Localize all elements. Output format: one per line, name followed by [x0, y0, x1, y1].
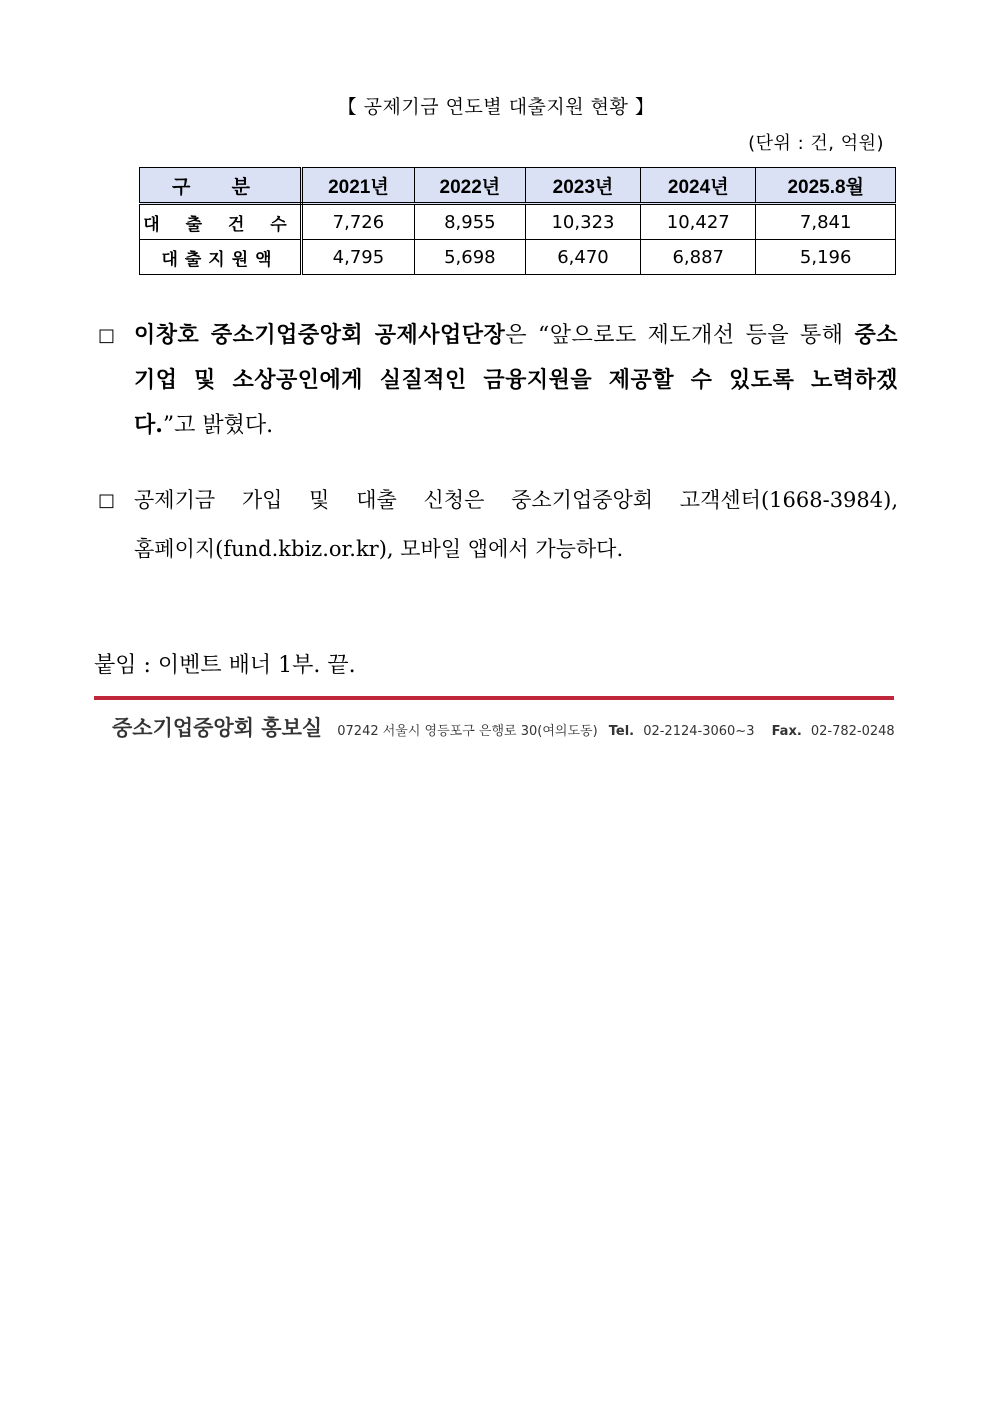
- paragraph-application: [98, 476, 898, 574]
- footer: [112, 712, 895, 742]
- header-category: 구 분: [140, 168, 302, 204]
- footer-fax: 02-782-0248: [810, 724, 895, 739]
- table-cell: 6,887: [641, 240, 756, 275]
- attachment-note: 붙임 : 이벤트 배너 1부. 끝.: [94, 653, 356, 678]
- paragraph-line: [98, 403, 898, 448]
- table-cell: 4,795: [302, 240, 415, 275]
- header-2022: 2022년: [414, 168, 525, 204]
- footer-tel-label: Tel.: [608, 724, 635, 739]
- row-label-loan-count: 대 출 건 수: [140, 204, 302, 240]
- quote-text-bold: 중소: [854, 322, 898, 348]
- quote-text: ”고 밝혔다.: [162, 413, 274, 438]
- table-cell: 7,726: [302, 204, 415, 240]
- header-2023: 2023년: [525, 168, 640, 204]
- table-cell: 7,841: [756, 204, 896, 240]
- table-header-row: [140, 168, 896, 204]
- table-row: [140, 240, 896, 275]
- bullet-box-icon: □: [98, 490, 116, 511]
- row-label-loan-amount: 대출지원액: [140, 240, 302, 275]
- quote-text: 은 “앞으로도 제도개선 등을 통해: [505, 323, 855, 348]
- table-cell: 6,470: [525, 240, 640, 275]
- unit-note: (단위 : 건, 억원): [748, 133, 884, 154]
- table-cell: 8,955: [414, 204, 525, 240]
- bullet-box-icon: □: [98, 325, 116, 346]
- paragraph-line: 공제기금 가입 및 대출 신청은 중소기업중앙회 고객센터(1668-3984),: [134, 488, 898, 512]
- table-title: 【 공제기금 연도별 대출지원 현황 】: [337, 96, 655, 118]
- header-2025-aug: 2025.8월: [756, 168, 896, 204]
- loan-stats-table: [139, 167, 896, 275]
- footer-address: 07242 서울시 영등포구 은행로 30(여의도동): [337, 724, 598, 739]
- table-cell: 5,698: [414, 240, 525, 275]
- paragraph-line: 홈페이지(fund.kbiz.or.kr), 모바일 앱에서 가능하다.: [134, 537, 624, 561]
- table-cell: 10,427: [641, 204, 756, 240]
- quote-text-bold: 기업 및 소상공인에게 실질적인 금융지원을 제공할 수 있도록 노력하겠: [134, 367, 898, 393]
- table-row: [140, 204, 896, 240]
- table-cell: 10,323: [525, 204, 640, 240]
- table-cell: 5,196: [756, 240, 896, 275]
- paragraph-quote: [98, 313, 898, 448]
- quote-text-bold: 다.: [134, 412, 163, 438]
- footer-fax-label: Fax.: [771, 724, 802, 739]
- header-2021: 2021년: [302, 168, 415, 204]
- footer-tel: 02-2124-3060~3: [643, 724, 755, 739]
- paragraph-line: [98, 313, 898, 358]
- speaker-name: 이창호 중소기업중앙회 공제사업단장: [134, 322, 506, 348]
- paragraph-line: [98, 358, 898, 403]
- footer-divider: [94, 696, 894, 700]
- footer-org: 중소기업중앙회 홍보실: [112, 716, 323, 740]
- header-2024: 2024년: [641, 168, 756, 204]
